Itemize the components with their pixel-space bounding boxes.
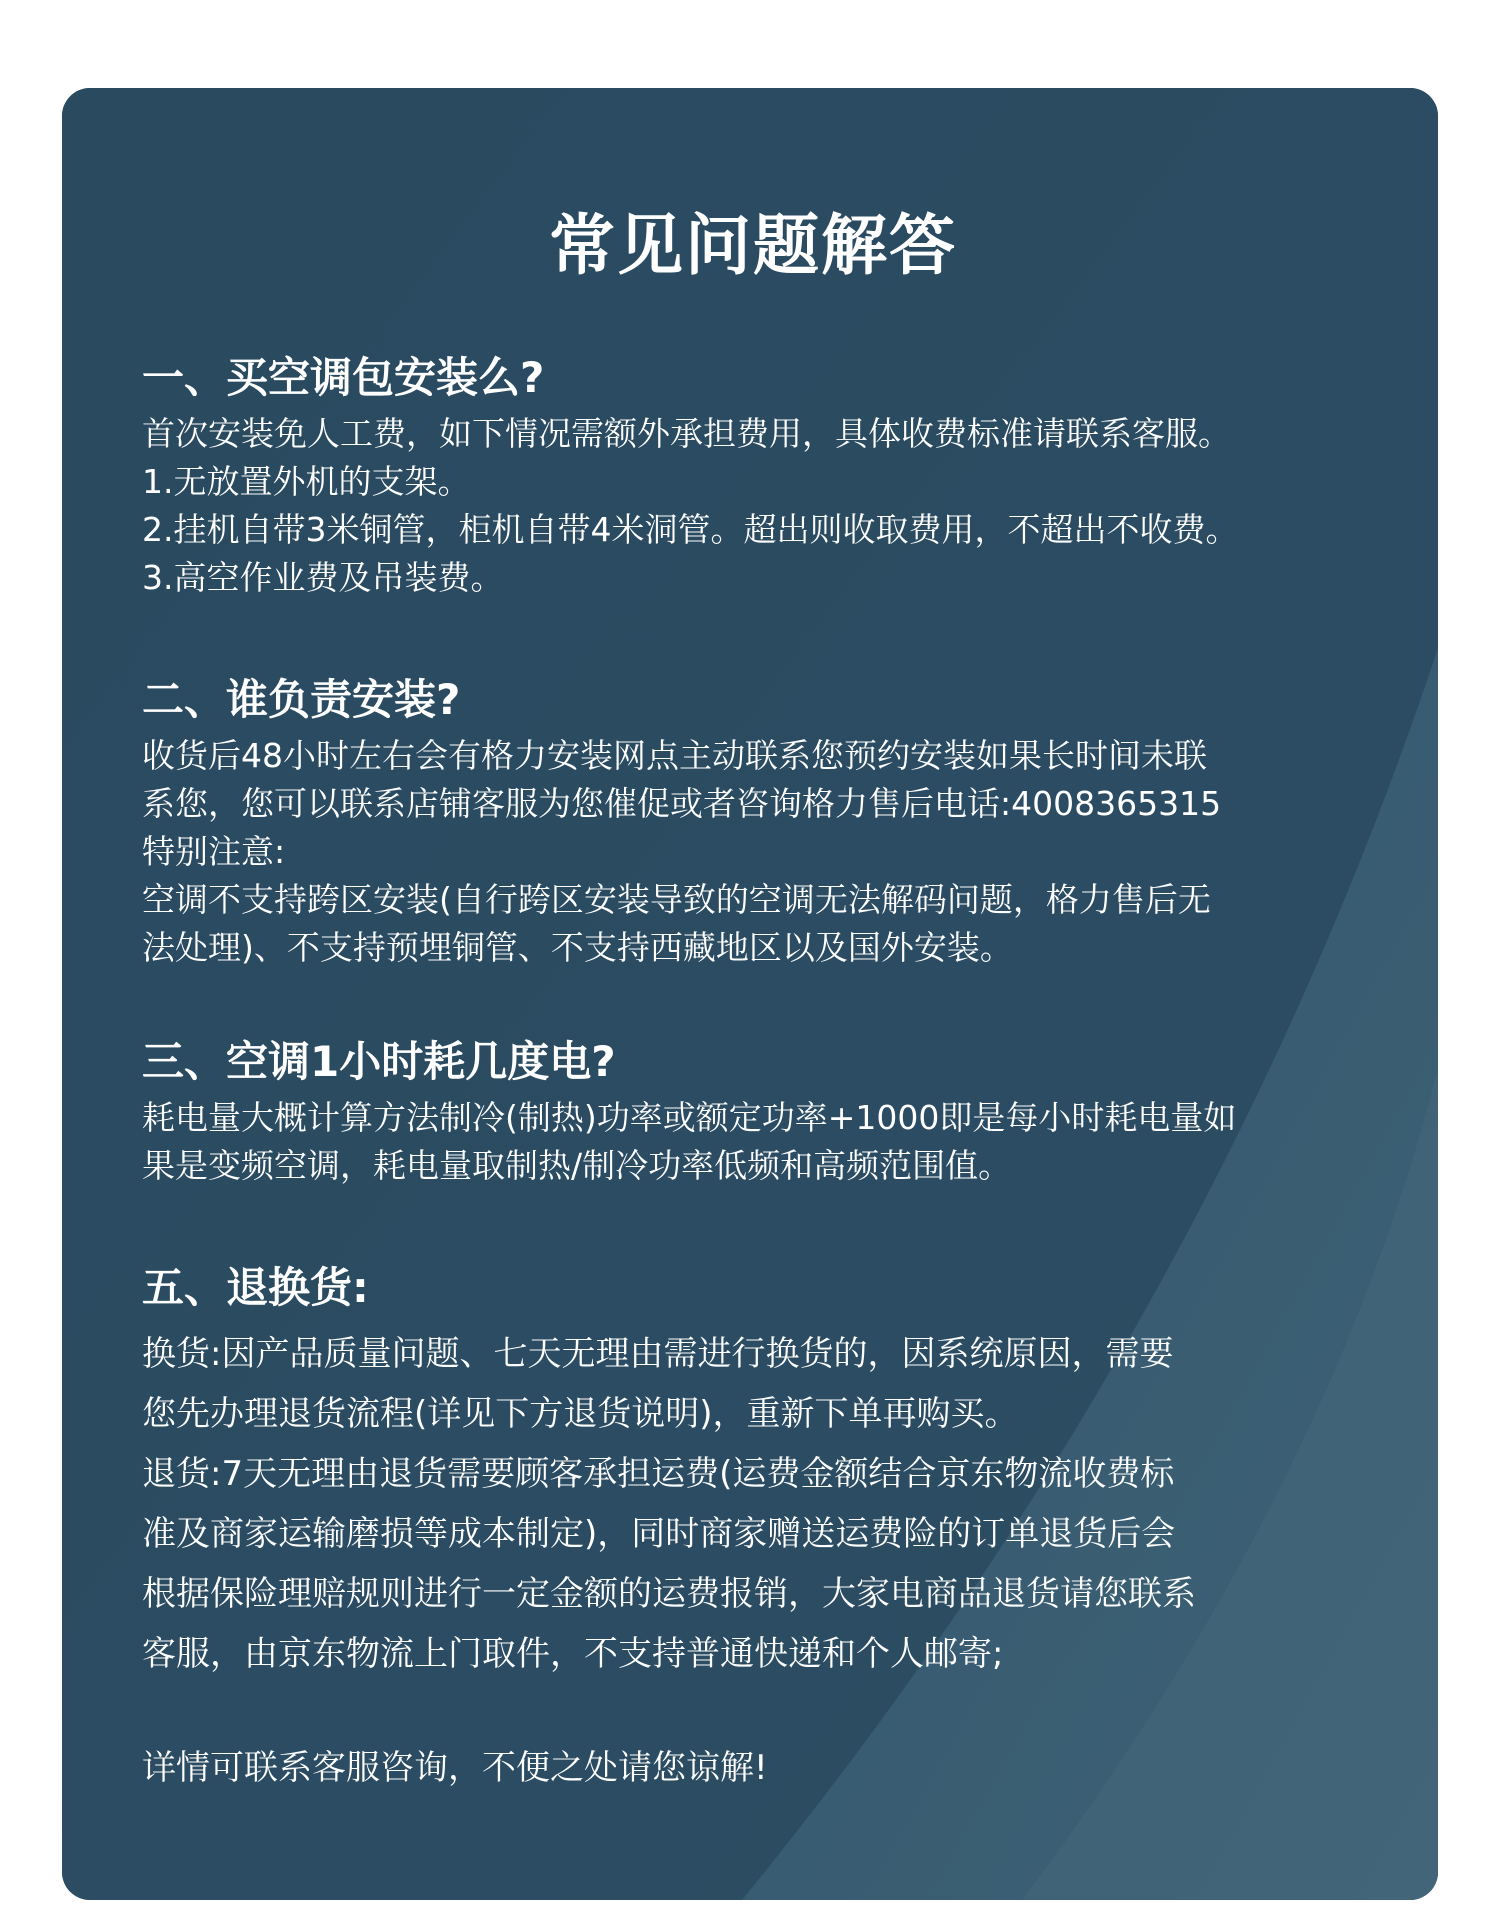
section-line: 空调不支持跨区安装(自行跨区安装导致的空调无法解码问题，格力售后无: [142, 880, 1211, 919]
page-title: 常见问题解答: [549, 207, 957, 284]
section-line: 您先办理退货流程(详见下方退货说明)，重新下单再购买。: [142, 1394, 1019, 1434]
section-line: 首次安装免人工费，如下情况需额外承担费用，具体收费标准请联系客服。: [142, 414, 1231, 453]
section-line: 系您，您可以联系店铺客服为您催促或者咨询格力售后电话:4008365315: [142, 784, 1222, 823]
section-heading: 一、买空调包安装么?: [142, 353, 545, 402]
faq-section-install-included: [142, 350, 1382, 602]
section-heading: 二、谁负责安装?: [142, 675, 461, 724]
section-line: 客服，由京东物流上门取件，不支持普通快递和个人邮寄;: [142, 1634, 1004, 1674]
section-heading: 三、空调1小时耗几度电?: [142, 1037, 616, 1086]
section-line: 耗电量大概计算方法制冷(制热)功率或额定功率+1000即是每小时耗电量如: [142, 1098, 1237, 1137]
section-line: 果是变频空调，耗电量取制热/制冷功率低频和高频范围值。: [142, 1146, 1012, 1185]
section-line: 换货:因产品质量问题、七天无理由需进行换货的，因系统原因，需要: [142, 1334, 1174, 1374]
faq-card: [62, 88, 1438, 1900]
section-heading: 五、退换货:: [142, 1263, 369, 1312]
section-line: 3.高空作业费及吊装费。: [142, 558, 504, 597]
faq-section-power-usage: [142, 1034, 1382, 1190]
section-line: 退货:7天无理由退货需要顾客承担运费(运费金额结合京东物流收费标: [142, 1454, 1175, 1494]
section-line: 1.无放置外机的支架。: [142, 462, 471, 501]
section-line: 2.挂机自带3米铜管，柜机自带4米洞管。超出则收取费用，不超出不收费。: [142, 510, 1239, 549]
faq-section-installer: [142, 672, 1382, 972]
section-line: 根据保险理赔规则进行一定金额的运费报销，大家电商品退货请您联系: [142, 1574, 1196, 1614]
section-line: 收货后48小时左右会有格力安装网点主动联系您预约安装如果长时间未联: [142, 736, 1207, 775]
section-line: 法处理)、不支持预埋铜管、不支持西藏地区以及国外安装。: [142, 928, 1013, 967]
section-line: 准及商家运输磨损等成本制定)，同时商家赠送运费险的订单退货后会: [142, 1514, 1176, 1554]
faq-section-returns: [142, 1260, 1382, 1684]
section-line: 特别注意:: [142, 832, 286, 871]
closing-note: 详情可联系客服咨询，不便之处请您谅解!: [142, 1748, 768, 1788]
